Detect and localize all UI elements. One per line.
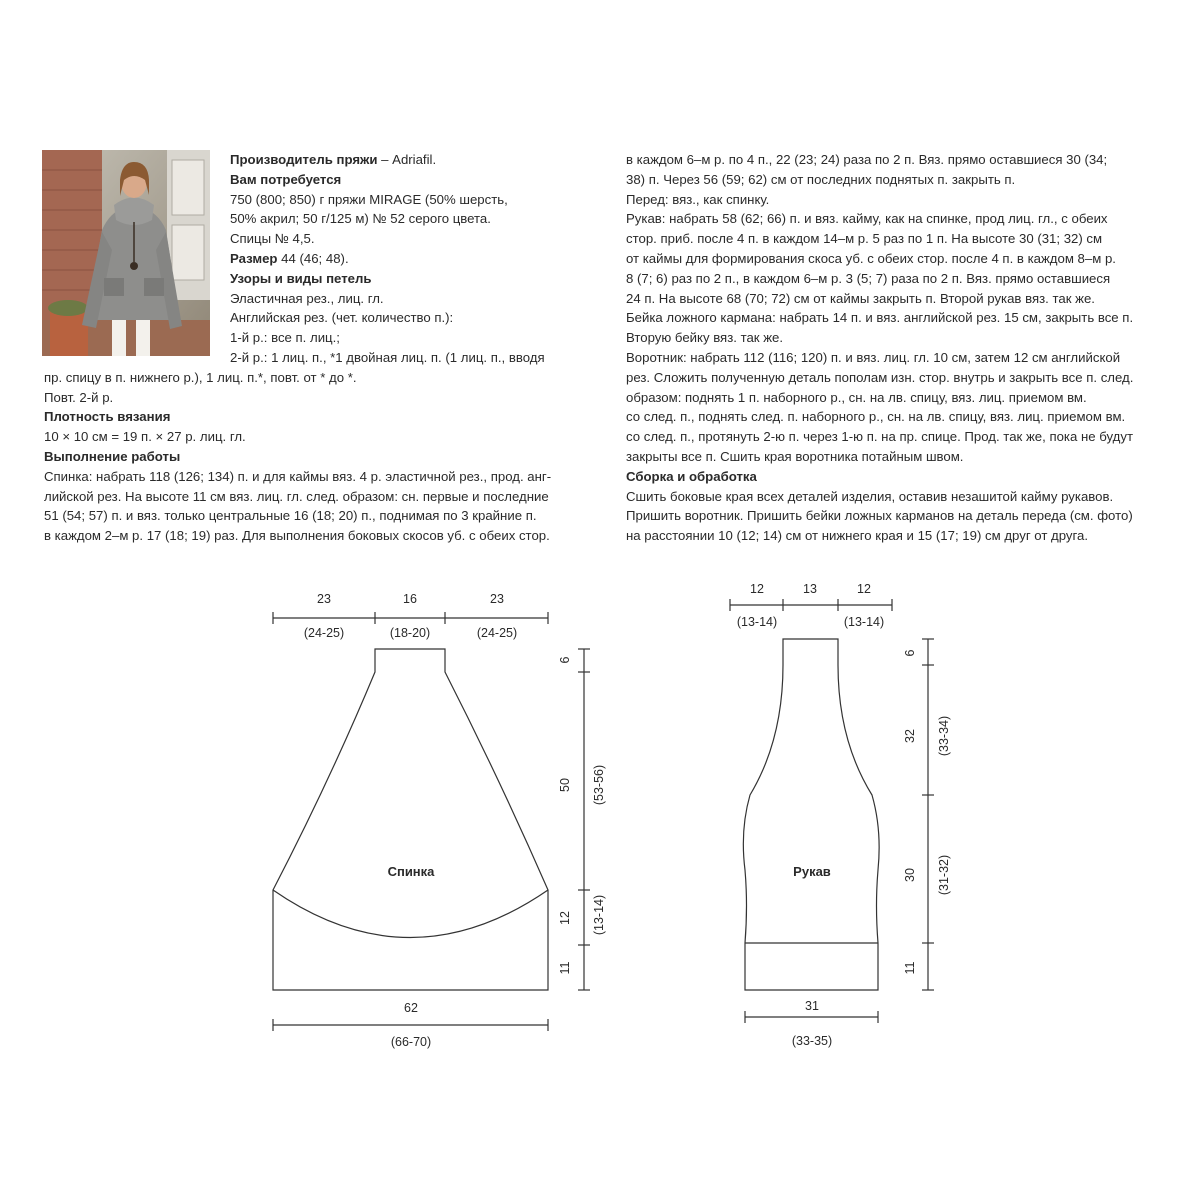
back-side-dim-body-alt: (53-56) <box>592 764 606 806</box>
text-line: 8 (7; 6) раз по 2 п., в каждом 6–м р. 3 (5; 7) раза по 2 п. Вяз. прямо оставшиеся <box>626 270 1111 286</box>
text-line: 50% акрил; 50 г/125 м) № 52 серого цвета. <box>230 211 491 227</box>
text-line: со след. п., поднять след. п. наборного р., сн. на лв. спицу, вяз. лиц. приемом вм. <box>626 409 1126 425</box>
text-line: Английская рез. (чет. количество п.): <box>230 310 454 326</box>
schematics <box>0 560 1200 1060</box>
text-line: лийской рез. На высоте 11 см вяз. лиц. гл. след. образом: сн. первые и последние <box>44 488 549 504</box>
sleeve-top-dim-left-alt: (13-14) <box>736 615 778 629</box>
sleeve-top-dim-left: 12 <box>750 582 764 596</box>
back-side-dim-curve: 12 <box>558 911 572 925</box>
yarn-maker-line: Производитель пряжи – Adriafil. <box>230 152 437 167</box>
text-line: 51 (54; 57) п. и вяз. только центральные 16 (18; 20) п., поднимая по 3 крайние п. <box>44 508 537 524</box>
text-line: 24 п. На высоте 68 (70; 72) см от каймы закрыть п. Второй рукав вяз. так же. <box>626 290 1095 306</box>
back-side-dim-body: 50 <box>558 778 572 792</box>
sleeve-side-dim-top: 6 <box>903 649 917 657</box>
sleeve-side-dim-lower: 30 <box>903 868 917 882</box>
text-line: Рукав: набрать 58 (62; 66) п. и вяз. кайму, как на спинке, прод лиц. гл., с обеих <box>626 211 1108 227</box>
text-line: пр. спицу в п. нижнего р.), 1 лиц. п.*, повт. от * до *. <box>44 369 357 385</box>
back-piece-outline <box>273 649 548 990</box>
patterns-heading: Узоры и виды петель <box>230 270 372 286</box>
back-side-dim-collar: 6 <box>558 656 572 664</box>
sleeve-side-dim-upper-alt: (33-34) <box>937 715 951 757</box>
back-piece-label: Спинка <box>387 864 435 879</box>
sleeve-top-dim-center: 13 <box>803 582 817 596</box>
size-line: Размер 44 (46; 48). <box>230 250 349 266</box>
text-line: Перед: вяз., как спинку. <box>626 191 770 207</box>
text-line: Вторую бейку вяз. так же. <box>626 330 784 346</box>
instructions-heading: Выполнение работы <box>44 448 181 464</box>
text-line: Повт. 2-й р. <box>44 389 114 405</box>
back-top-dim-left-alt: (24-25) <box>303 626 345 640</box>
text-line: закрыты все п. Сшить края воротника потайным швом. <box>626 448 964 464</box>
sleeve-bottom-dim: 31 <box>805 999 819 1013</box>
gauge-heading: Плотность вязания <box>44 409 171 425</box>
text-line: Воротник: набрать 112 (116; 120) п. и вяз. лиц. гл. 10 см, затем 12 см английской <box>626 349 1121 365</box>
text-line: образом: поднять 1 п. наборного р., сн. на лв. спицу, вяз. лиц. приемом вм. <box>626 389 1087 405</box>
sleeve-side-dim-band: 11 <box>903 961 917 975</box>
back-top-dim-center-alt: (18-20) <box>389 626 431 640</box>
assembly-heading: Сборка и обработка <box>626 468 757 484</box>
sleeve-top-dim-right-alt: (13-14) <box>843 615 885 629</box>
text-line: в каждом 2–м р. 17 (18; 19) раз. Для выполнения боковых скосов уб. с обеих стор. <box>44 528 550 544</box>
sleeve-bottom-dim-alt: (33-35) <box>791 1034 833 1048</box>
text-line: Спинка: набрать 118 (126; 134) п. и для каймы вяз. 4 р. эластичной рез., прод. анг- <box>44 468 552 484</box>
text-line: от каймы для формирования скоса уб. с обеих стор. после 4 п. в каждом 8–м р. <box>626 250 1116 266</box>
text-line: со след. п., протянуть 2-ю п. через 1-ю п. на пр. спице. Прод. так же, пока не будут <box>626 429 1134 445</box>
text-line: Эластичная рез., лиц. гл. <box>230 290 384 306</box>
sleeve-side-dim-lower-alt: (31-32) <box>937 854 951 896</box>
sleeve-piece-outline <box>743 639 879 990</box>
back-side-dim-band: 11 <box>558 961 572 975</box>
text-line: 10 × 10 см = 19 п. × 27 р. лиц. гл. <box>44 429 246 445</box>
text-line: Сшить боковые края всех деталей изделия, оставив незашитой кайму рукавов. <box>626 488 1114 504</box>
sleeve-top-dim-right: 12 <box>857 582 871 596</box>
left-text-column <box>44 150 604 546</box>
text-line: на расстоянии 10 (12; 14) см от нижнего края и 15 (17; 19) см друг от друга. <box>626 528 1089 544</box>
back-top-dim-right: 23 <box>490 592 504 606</box>
back-side-dim-curve-alt: (13-14) <box>592 894 606 936</box>
text-line: Пришить воротник. Пришить бейки ложных карманов на деталь переда (см. фото) <box>626 508 1133 524</box>
text-line: 1-й р.: все п. лиц.; <box>230 330 340 346</box>
text-line: 2-й р.: 1 лиц. п., *1 двойная лиц. п. (1 лиц. п., вводя <box>230 349 545 365</box>
text-line: 38) п. Через 56 (59; 62) см от последних поднятых п. закрыть п. <box>626 171 1016 187</box>
back-top-dim-left: 23 <box>317 592 331 606</box>
text-line: рез. Сложить полученную деталь пополам изн. стор. внутрь и закрыть все п. след. <box>626 369 1134 385</box>
back-bottom-dim: 62 <box>404 1001 418 1015</box>
text-line: Бейка ложного кармана: набрать 14 п. и вяз. английской рез. 15 см, закрыть все п. <box>626 310 1134 326</box>
materials-heading: Вам потребуется <box>230 171 342 187</box>
text-line: 750 (800; 850) г пряжи MIRAGE (50% шерсть, <box>230 191 508 207</box>
sleeve-side-dim-upper: 32 <box>903 729 917 743</box>
right-text-column <box>626 150 1186 546</box>
back-top-dim-center: 16 <box>403 592 417 606</box>
back-bottom-dim-alt: (66-70) <box>390 1035 432 1049</box>
back-top-dim-right-alt: (24-25) <box>476 626 518 640</box>
text-line: стор. приб. после 4 п. в каждом 14–м р. 5 раз по 1 п. На высоте 30 (31; 32) см <box>626 231 1103 247</box>
sleeve-piece-label: Рукав <box>793 864 831 879</box>
text-line: Спицы № 4,5. <box>230 231 315 247</box>
text-line: в каждом 6–м р. по 4 п., 22 (23; 24) раза по 2 п. Вяз. прямо оставшиеся 30 (34; <box>626 152 1108 167</box>
